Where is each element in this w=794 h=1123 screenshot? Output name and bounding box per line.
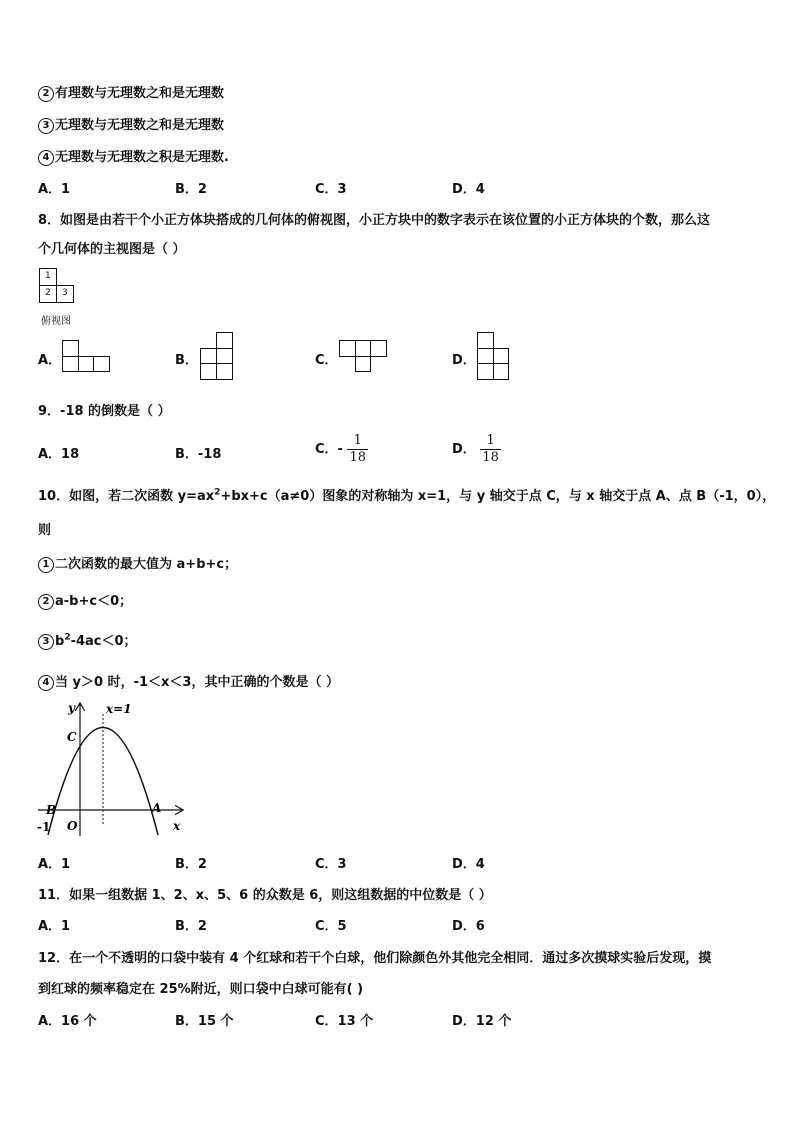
- q10-stem-line-1: [38, 485, 775, 504]
- q10-item-1: [38, 553, 237, 573]
- top-view-caption: 俯视图: [41, 316, 71, 327]
- top-view-cell: [39, 268, 57, 286]
- q8-option-d[interactable]: D．: [452, 353, 476, 368]
- front-view-cell: [355, 356, 371, 372]
- q12-stem-line-2: 到红球的频率稳定在 25%附近，则口袋中白球可能有( ): [38, 982, 364, 997]
- circled-number-4: 4: [38, 150, 54, 166]
- top-view-cell: [39, 285, 57, 303]
- front-view-cell: [62, 340, 79, 357]
- q7-option-c[interactable]: C．3: [315, 182, 347, 197]
- q10-stem-line-2: 则: [38, 523, 52, 538]
- fraction: [347, 433, 368, 466]
- q7-item-3: [38, 114, 224, 134]
- x-axis-label: x: [173, 819, 181, 833]
- front-view-cell: [78, 356, 94, 372]
- q9-option-d-label: D．: [452, 442, 476, 457]
- q9-option-b[interactable]: B．-18: [175, 447, 222, 462]
- front-view-cell: [93, 356, 110, 372]
- q10-item-2-text: a-b+c＜0；: [55, 594, 133, 609]
- q8-option-b[interactable]: B．: [175, 353, 198, 368]
- top-view-cell: [56, 285, 74, 303]
- point-b-label: B: [46, 803, 57, 817]
- q9-option-d[interactable]: [452, 433, 501, 466]
- y-axis-label: y: [68, 701, 75, 715]
- front-view-cell: [62, 356, 79, 372]
- q7-item-2: [38, 82, 224, 102]
- q10-stem-part: +bx+c（a≠0）图象的对称轴为 x=1，与 y 轴交于点 C，与 x 轴交于点 A、点 B（-1，0），: [220, 489, 776, 504]
- fraction-numerator: 1: [480, 433, 501, 450]
- superscript: 2: [214, 487, 221, 498]
- q7-option-b[interactable]: B．2: [175, 182, 207, 197]
- q8-stem-line-1: 8．如图是由若干个小正方体块搭成的几何体的俯视图，小正方块中的数字表示在该位置的小正方体块的个数，那么这: [38, 213, 711, 228]
- front-view-cell: [477, 332, 494, 349]
- fraction-denominator: 18: [349, 450, 367, 465]
- q10-item-1-text: 二次函数的最大值为 a+b+c；: [55, 557, 238, 572]
- q10-item-3-text: -4ac＜0；: [70, 634, 137, 649]
- front-view-cell: [216, 363, 233, 380]
- q12-option-c[interactable]: C．13 个: [315, 1014, 374, 1029]
- q12-option-b[interactable]: B．15 个: [175, 1014, 234, 1029]
- circled-number-2: 2: [38, 594, 54, 610]
- superscript: 2: [64, 632, 71, 643]
- neg-one-label: -1: [37, 820, 51, 834]
- top-view-number: 3: [62, 288, 68, 298]
- q7-item-4-text: 无理数与无理数之积是无理数.: [55, 150, 229, 165]
- q10-item-4: [38, 671, 339, 691]
- front-view-cell: [493, 348, 509, 364]
- front-view-cell: [339, 340, 356, 357]
- front-view-cell: [370, 340, 387, 357]
- q8-option-c[interactable]: C．: [315, 353, 338, 368]
- q8-stem-line-2: 个几何体的主视图是（ ）: [38, 242, 186, 257]
- front-view-cell: [477, 363, 494, 380]
- front-view-cell: [493, 363, 509, 380]
- top-view-number: 2: [45, 288, 51, 298]
- circled-number-4: 4: [38, 675, 54, 691]
- q12-stem-line-1: 12．在一个不透明的口袋中装有 4 个红球和若干个白球，他们除颜色外其他完全相同．通过多次摸球实验后发现，摸: [38, 951, 712, 966]
- q9-option-c[interactable]: [315, 433, 368, 466]
- front-view-cell: [200, 348, 217, 364]
- circled-number-3: 3: [38, 634, 54, 650]
- circled-number-1: 1: [38, 557, 54, 573]
- front-view-cell: [216, 348, 233, 364]
- q10-stem-part: 10．如图，若二次函数 y=ax: [38, 489, 215, 504]
- q10-item-3: [38, 630, 137, 650]
- fraction-denominator: 18: [482, 450, 499, 465]
- q10-item-2: [38, 590, 132, 610]
- q8-option-a[interactable]: A．: [38, 353, 62, 368]
- q12-option-a[interactable]: A．16 个: [38, 1014, 97, 1029]
- top-view-number: 1: [45, 271, 51, 281]
- origin-label: O: [67, 819, 78, 833]
- front-view-cell: [216, 332, 233, 349]
- symmetry-axis-label: x=1: [106, 702, 132, 716]
- q7-item-4: [38, 146, 229, 166]
- q10-option-b[interactable]: B．2: [175, 857, 207, 872]
- fraction-numerator: 1: [347, 433, 368, 450]
- q11-option-d[interactable]: D．6: [452, 919, 485, 934]
- front-view-cell: [200, 363, 217, 380]
- q11-option-b[interactable]: B．2: [175, 919, 207, 934]
- parabola-graph: [34, 700, 186, 840]
- q10-option-a[interactable]: A．1: [38, 857, 71, 872]
- q11-stem: 11．如果一组数据 1、2、x、5、6 的众数是 6，则这组数据的中位数是（ ）: [38, 888, 492, 903]
- q10-option-c[interactable]: C．3: [315, 857, 347, 872]
- circled-number-3: 3: [38, 118, 54, 134]
- fraction: [480, 433, 501, 466]
- q7-item-3-text: 无理数与无理数之和是无理数: [55, 118, 225, 133]
- q7-option-d[interactable]: D．4: [452, 182, 485, 197]
- q12-option-d[interactable]: D．12 个: [452, 1014, 512, 1029]
- q7-option-a[interactable]: A．1: [38, 182, 71, 197]
- front-view-cell: [355, 340, 371, 357]
- q10-item-4-text: 当 y＞0 时，-1＜x＜3，其中正确的个数是（ ）: [55, 675, 339, 690]
- front-view-cell: [477, 348, 494, 364]
- point-a-label: A: [152, 801, 162, 815]
- point-c-label: C: [67, 730, 77, 744]
- q9-stem: 9．-18 的倒数是（ ）: [38, 404, 171, 419]
- q10-option-d[interactable]: D．4: [452, 857, 485, 872]
- q11-option-c[interactable]: C．5: [315, 919, 347, 934]
- q9-option-c-label: C．-: [315, 442, 343, 457]
- q9-option-a[interactable]: A．18: [38, 447, 80, 462]
- q11-option-a[interactable]: A．1: [38, 919, 71, 934]
- q10-item-3-text: b: [55, 634, 65, 649]
- circled-number-2: 2: [38, 86, 54, 102]
- top-view-figure: [39, 268, 79, 304]
- q7-item-2-text: 有理数与无理数之和是无理数: [55, 86, 225, 101]
